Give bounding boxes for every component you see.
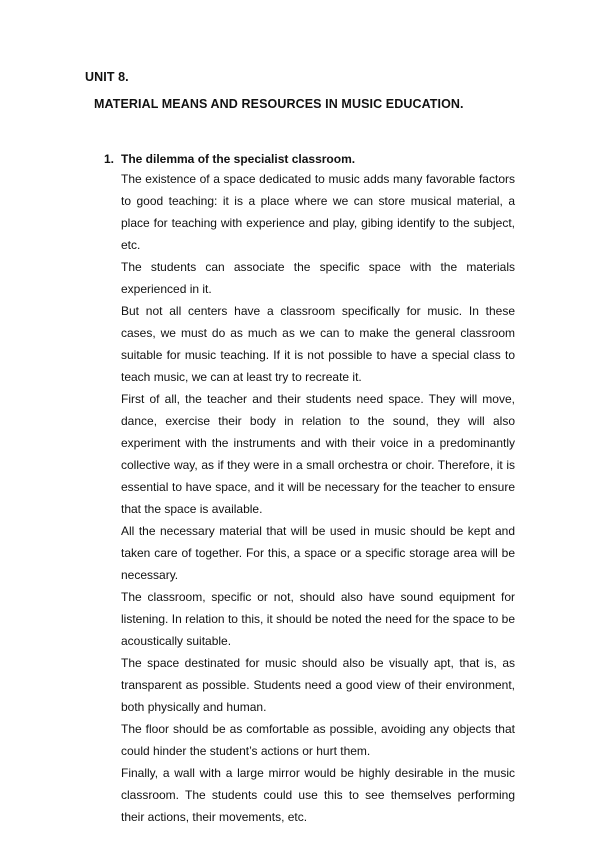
paragraph: The classroom, specific or not, should also have sound equipment for listening. In relation to this, it should be noted the need for the space to be acoustically suitable. <box>121 590 515 648</box>
unit-label: UNIT 8. <box>85 70 129 84</box>
paragraph: But not all centers have a classroom specifically for music. In these cases, we must do as much as we can to make the general classroom suitable for music teaching. If it is not possible to have a special class to teach music, we can at least try to recreate it. <box>121 304 515 384</box>
paragraph: The existence of a space dedicated to music adds many favorable factors to good teaching: it is a place where we can store musical material, a place for teaching with experience and play, gibing identify to the subject, etc. <box>121 172 515 252</box>
paragraph: First of all, the teacher and their students need space. They will move, dance, exercise their body in relation to the sound, they will also experiment with the instruments and with their voice in a predominantly collective way, as if they were in a small orchestra or choir. Therefore, it is essential to have space, and it will be necessary for the teacher to ensure that the space is available. <box>121 392 515 516</box>
section-heading-text: The dilemma of the specialist classroom. <box>121 152 356 166</box>
paragraph: Finally, a wall with a large mirror would be highly desirable in the music classroom. The students could use this to see themselves performing their actions, their movements, etc. <box>121 766 515 824</box>
section-number: 1. <box>104 152 115 166</box>
paragraph: The floor should be as comfortable as possible, avoiding any objects that could hinder the student’s actions or hurt them. <box>121 722 515 758</box>
paragraph: The students can associate the specific space with the materials experienced in it. <box>121 260 515 296</box>
section-heading <box>104 152 355 166</box>
page-title: MATERIAL MEANS AND RESOURCES IN MUSIC EDUCATION. <box>94 97 464 111</box>
paragraph: All the necessary material that will be used in music should be kept and taken care of together. For this, a space or a specific storage area will be necessary. <box>121 524 515 582</box>
section-body <box>121 168 515 828</box>
paragraph: The space destinated for music should also be visually apt, that is, as transparent as possible. Students need a good view of their environment, both physically and human. <box>121 656 515 714</box>
